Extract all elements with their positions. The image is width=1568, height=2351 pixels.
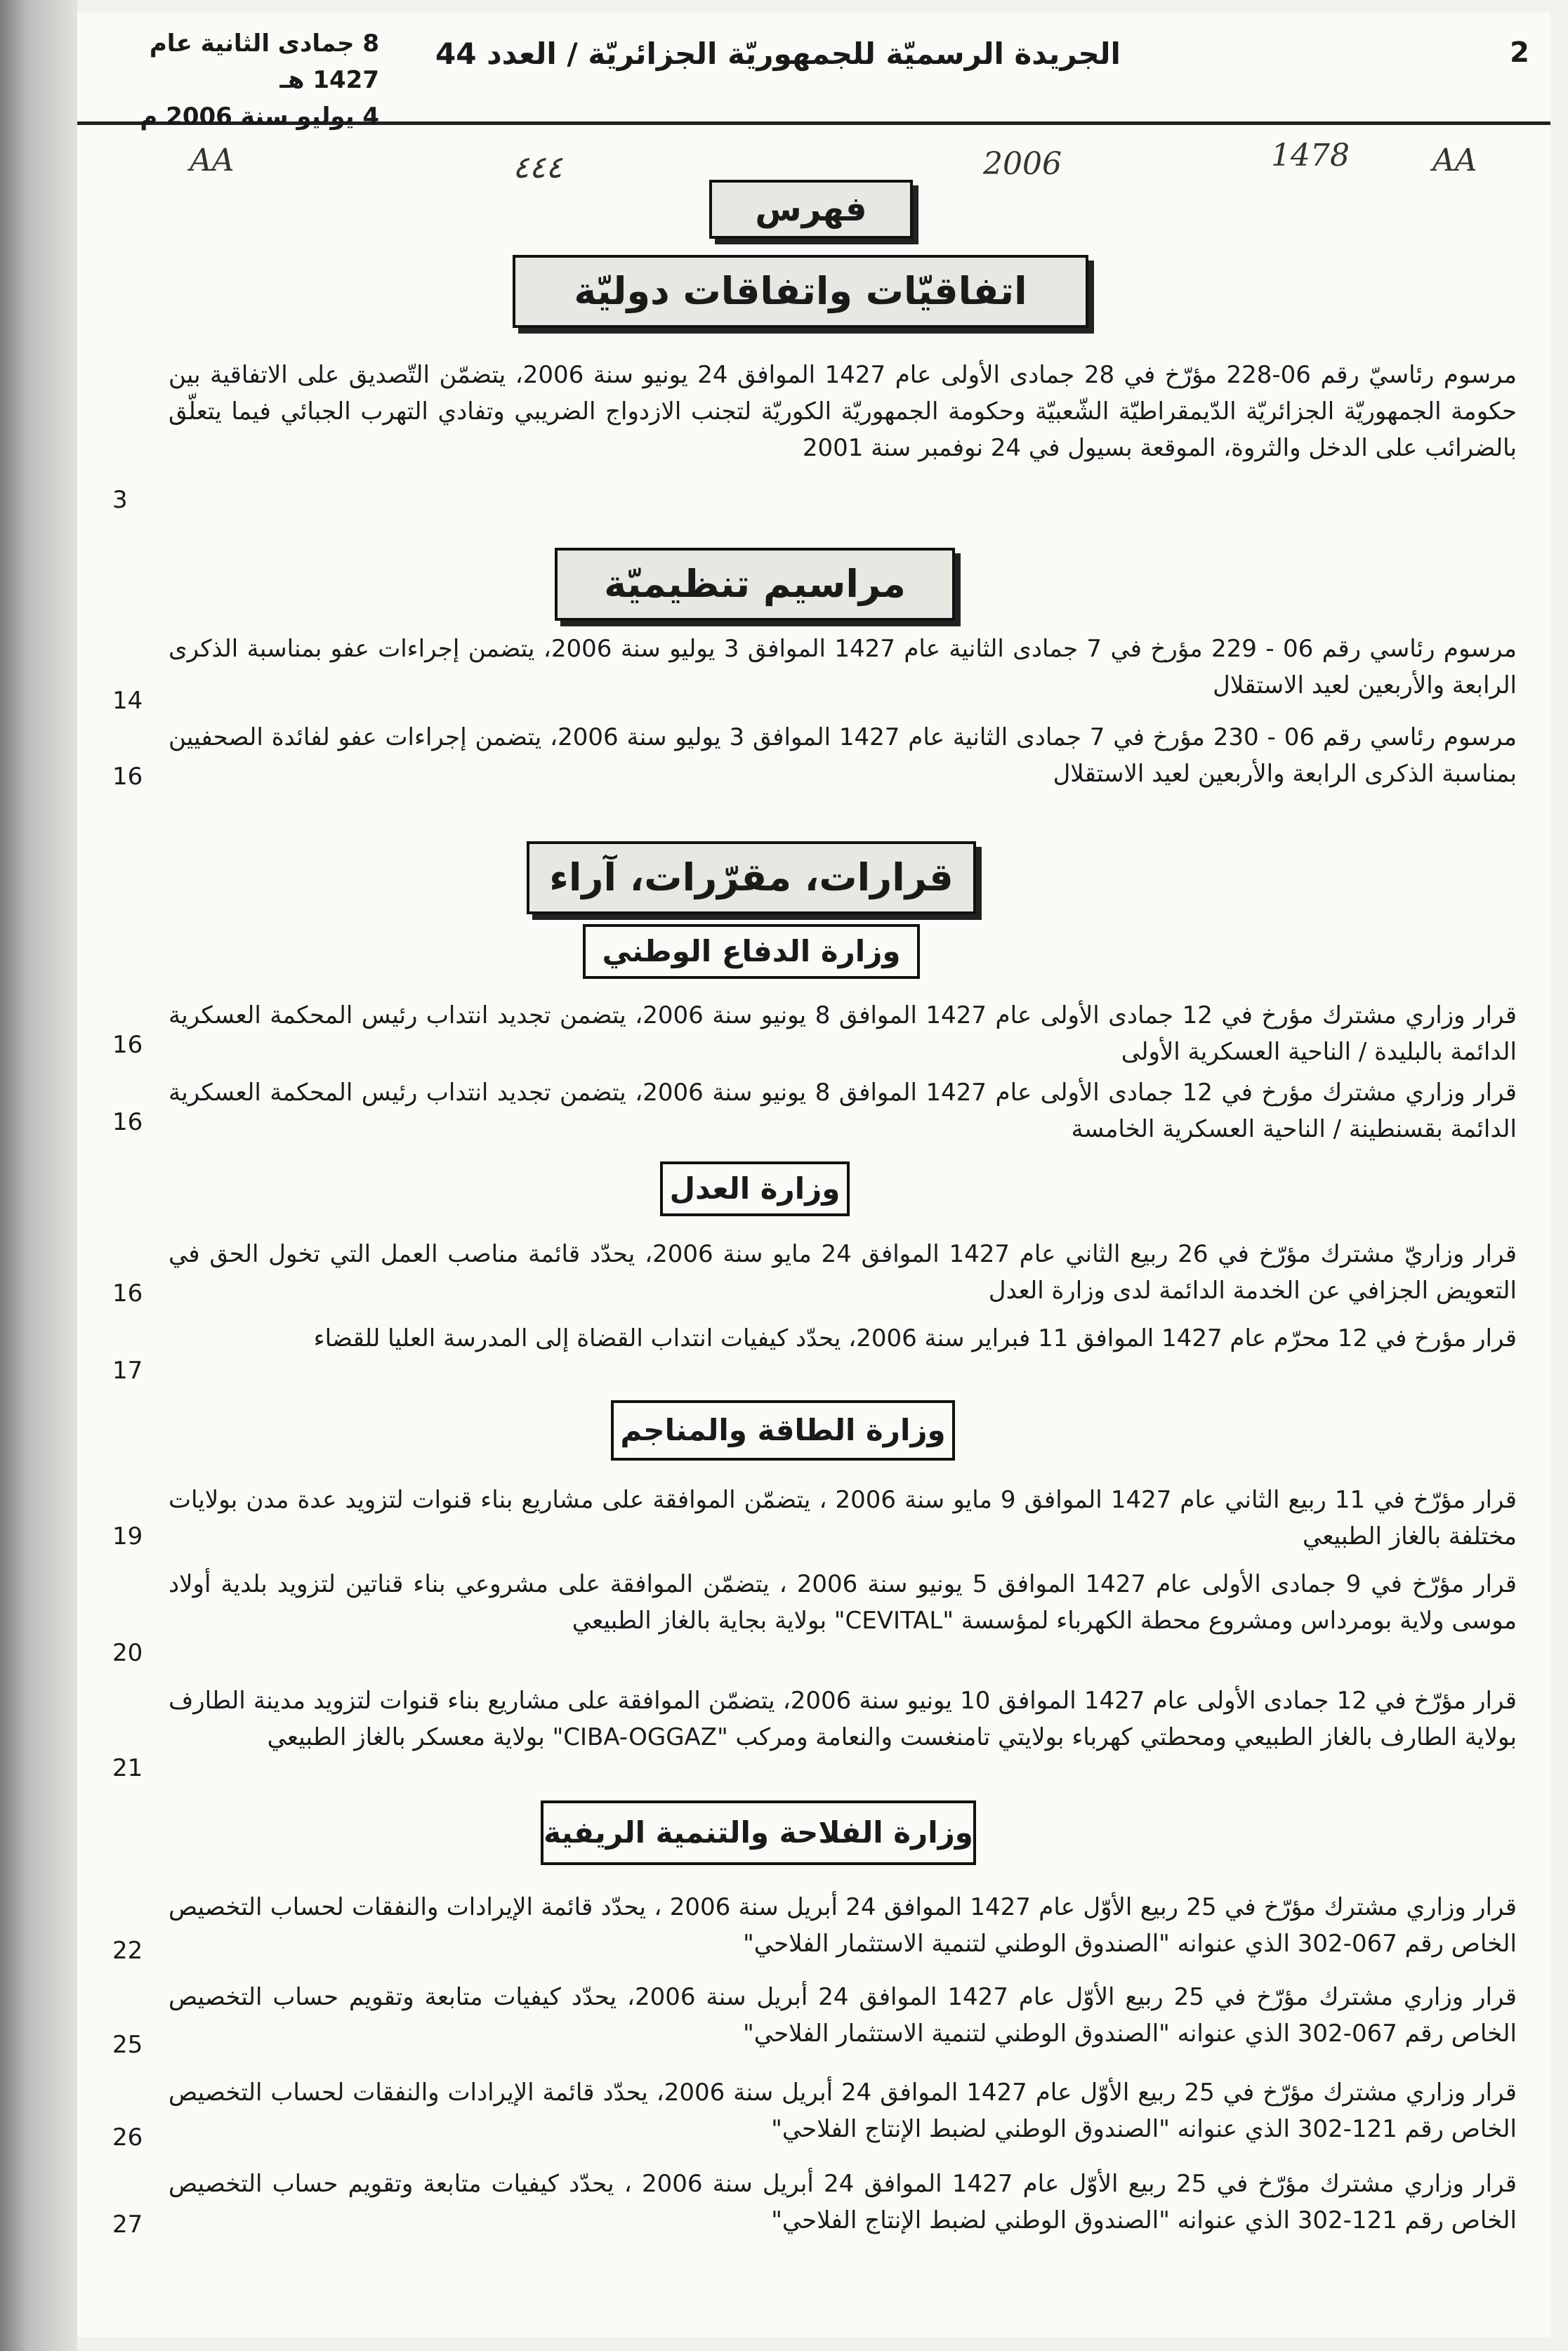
entry-page-number: 3 bbox=[112, 486, 128, 514]
index-entry: قرار مؤرخ في 12 محرّم عام 1427 الموافق 11 فبراير سنة 2006، يحدّد كيفيات انتداب القضاة إلى المدرسة العليا للقضاء bbox=[313, 1324, 1517, 1352]
index-entry: قرار وزاريّ مشترك مؤرّخ في 26 ربيع الثاني عام 1427 الموافق 24 مايو سنة 2006، يحدّد قائمة مناصب العمل التي تخول الحق في التعويض الجزافي عن الخدمة الدائمة لدى وزارة العدل bbox=[169, 1240, 1517, 1305]
handwritten-note: AA bbox=[1432, 143, 1477, 178]
index-entry: قرار مؤرّخ في 9 جمادى الأولى عام 1427 الموافق 5 يونيو سنة 2006 ، يتضمّن الموافقة على مشروعي بناء قناتين لتزويد بلدية أولاد موسى ولاية بومرداس ومشروع محطة الكهرباء لمؤسسة "CEVITAL" بولاية بجاية بالغاز الطبيعي bbox=[169, 1570, 1517, 1635]
index-entry: قرار وزاري مشترك مؤرّخ في 25 ربيع الأوّل عام 1427 الموافق 24 أبريل سنة 2006، يحدّد قائمة الإيرادات والنفقات لحساب التخصيص الخاص رقم 121-302 الذي عنوانه "الصندوق الوطني لضبط الإنتاج الفلاحي" bbox=[169, 2079, 1517, 2143]
page-header bbox=[77, 13, 1550, 131]
entry-page-number: 21 bbox=[112, 1754, 143, 1782]
index-title-box bbox=[709, 180, 913, 239]
index-entry: قرار وزاري مشترك مؤرّخ في 25 ربيع الأوّل عام 1427 الموافق 24 أبريل سنة 2006 ، يحدّد قائمة الإيرادات والنفقات لحساب التخصيص الخاص رقم 067-302 الذي عنوانه "الصندوق الوطني لتنمية الاستثمار الفلاحي" bbox=[169, 1893, 1517, 1958]
scan-left-edge bbox=[0, 0, 77, 2351]
index-entry: قرار وزاري مشترك مؤرخ في 12 جمادى الأولى عام 1427 الموافق 8 يونيو سنة 2006، يتضمن تجديد انتداب رئيس المحكمة العسكرية الدائمة بالبليدة / الناحية العسكرية الأولى bbox=[169, 1001, 1517, 1066]
entry-page-number: 16 bbox=[112, 763, 143, 791]
issue-date bbox=[84, 25, 379, 135]
index-entry: مرسوم رئاسي رقم 06 - 229 مؤرخ في 7 جمادى الثانية عام 1427 الموافق 3 يوليو سنة 2006، يتضمن إجراءات عفو بمناسبة الذكرى الرابعة والأربعين لعيد الاستقلال bbox=[169, 635, 1517, 699]
entry-page-number: 17 bbox=[112, 1357, 143, 1385]
index-entry: مرسوم رئاسيّ رقم 06-228 مؤرّخ في 28 جمادى الأولى عام 1427 الموافق 24 يونيو سنة 2006، يتضمّن التّصديق على الاتفاقية بين حكومة الجمهوريّة الجزائريّة الدّيمقراطيّة الشّعبيّة وحكومة الجمهوريّة الكوريّة لتجنب الازدواج الضريبي وتفادي التهرب الجبائي فيما يتعلّق بالضرائب على الدخل والثروة، الموقعة بسيول في 24 نوفمبر سنة 2001 bbox=[169, 361, 1517, 462]
entry-page-number: 14 bbox=[112, 687, 143, 715]
index-entry: قرار مؤرّخ في 11 ربيع الثاني عام 1427 الموافق 9 مايو سنة 2006 ، يتضمّن الموافقة على مشاريع بناء قنوات لتزويد عدة مدن بولايات مختلفة بالغاز الطبيعي bbox=[169, 1486, 1517, 1550]
ministry-header: وزارة الطاقة والمناجم bbox=[611, 1400, 955, 1461]
section-header: قرارات، مقرّرات، آراء bbox=[527, 841, 976, 914]
entry-page-number: 19 bbox=[112, 1522, 143, 1550]
gazette-title: الجريدة الرسميّة للجمهوريّة الجزائريّة / العدد 44 bbox=[435, 37, 1121, 71]
entry-page-number: 16 bbox=[112, 1279, 143, 1308]
index-entry: مرسوم رئاسي رقم 06 - 230 مؤرخ في 7 جمادى الثانية عام 1427 الموافق 3 يوليو سنة 2006، يتضمن إجراءات عفو لفائدة الصحفيين بمناسبة الذكرى الرابعة والأربعين لعيد الاستقلال bbox=[169, 723, 1517, 788]
handwritten-note: 1478 bbox=[1271, 138, 1350, 173]
section-header: اتفاقيّات واتفاقات دوليّة bbox=[513, 255, 1088, 328]
entry-page-number: 20 bbox=[112, 1639, 143, 1667]
section-header: مراسيم تنظيميّة bbox=[555, 548, 955, 621]
date-gregorian: 4 يوليو سنة 2006 م bbox=[140, 103, 379, 131]
entry-page-number: 16 bbox=[112, 1108, 143, 1136]
entry-page-number: 27 bbox=[112, 2211, 143, 2239]
entry-page-number: 16 bbox=[112, 1031, 143, 1059]
handwritten-note: 2006 bbox=[983, 146, 1062, 182]
entry-page-number: 25 bbox=[112, 2031, 143, 2059]
ministry-header: وزارة الفلاحة والتنمية الريفية bbox=[541, 1800, 976, 1865]
entry-page-number: 26 bbox=[112, 2123, 143, 2152]
page-number: 2 bbox=[1510, 37, 1529, 69]
index-entry: قرار مؤرّخ في 12 جمادى الأولى عام 1427 الموافق 10 يونيو سنة 2006، يتضمّن الموافقة على مشاريع بناء قنوات لتزويد مدينة الطارف بولاية الطارف بالغاز الطبيعي ومحطتي كهرباء بولايتي تامنغست والنعامة ومركب "CIBA-OGGAZ" بولاية معسكر بالغاز الطبيعي bbox=[169, 1687, 1517, 1751]
ministry-header: وزارة العدل bbox=[660, 1161, 850, 1216]
ministry-header: وزارة الدفاع الوطني bbox=[583, 924, 920, 979]
index-entry: قرار وزاري مشترك مؤرّخ في 25 ربيع الأوّل عام 1427 الموافق 24 أبريل سنة 2006، يحدّد كيفيات متابعة وتقويم حساب التخصيص الخاص رقم 067-302 الذي عنوانه "الصندوق الوطني لتنمية الاستثمار الفلاحي" bbox=[169, 1983, 1517, 2048]
entry-page-number: 22 bbox=[112, 1937, 143, 1965]
date-hijri: 8 جمادى الثانية عام 1427 هـ bbox=[149, 29, 379, 94]
gazette-page bbox=[77, 13, 1550, 2337]
handwritten-note: AA bbox=[190, 143, 235, 178]
index-title: فهرس bbox=[755, 190, 867, 229]
handwritten-note: ٤٤٤ bbox=[513, 150, 562, 185]
index-entry: قرار وزاري مشترك مؤرخ في 12 جمادى الأولى عام 1427 الموافق 8 يونيو سنة 2006، يتضمن تجديد انتداب رئيس المحكمة العسكرية الدائمة بقسنطينة / الناحية العسكرية الخامسة bbox=[169, 1079, 1517, 1143]
index-entry: قرار وزاري مشترك مؤرّخ في 25 ربيع الأوّل عام 1427 الموافق 24 أبريل سنة 2006 ، يحدّد كيفيات متابعة وتقويم حساب التخصيص الخاص رقم 121-302 الذي عنوانه "الصندوق الوطني لضبط الإنتاج الفلاحي" bbox=[169, 2170, 1517, 2234]
